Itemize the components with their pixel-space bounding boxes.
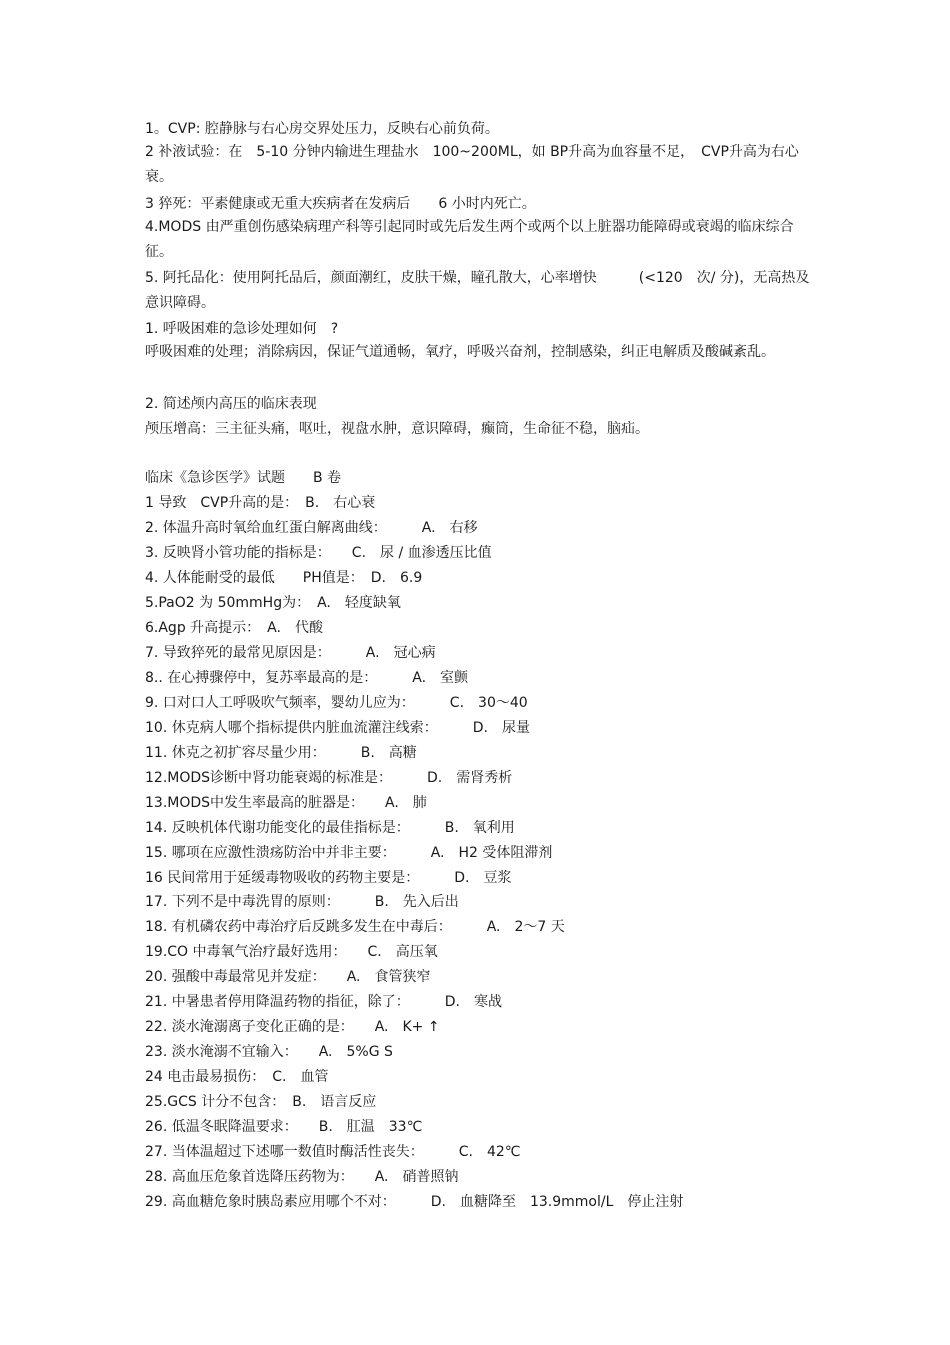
- exam-item: 17. 下列不是中毒洗胃的原则： B. 先入后出: [145, 894, 459, 910]
- exam-item: 23. 淡水淹溺不宜输入： A. 5%G S: [145, 1044, 393, 1060]
- exam-item: 11. 休克之初扩容尽量少用： B. 高糖: [145, 745, 417, 761]
- exam-item: 12.MODS诊断中肾功能衰竭的标准是： D. 需肾秀析: [145, 770, 513, 786]
- exam-item: 25.GCS 计分不包含： B. 语言反应: [145, 1094, 377, 1110]
- definition-atropinization: 5. 阿托品化：使用阿托品后，颜面潮红，皮肤干燥，瞳孔散大，心率增快 (<120 次/ 分)，无高热及意识障碍。: [145, 270, 810, 311]
- definition-fluid-challenge: 2 补液试验：在 5-10 分钟内输进生理盐水 100~200ML，如 BP升高为血容量不足， CVP升高为右心衰。: [145, 144, 799, 185]
- exam-item: 7. 导致猝死的最常见原因是： A. 冠心病: [145, 645, 436, 661]
- exam-item: 10. 休克病人哪个指标提供内脏血流灌注线索： D. 尿量: [145, 720, 530, 736]
- exam-item: 28. 高血压危象首选降压药物为： A. 硝普照钠: [145, 1169, 459, 1185]
- exam-item: 15. 哪项在应激性溃疡防治中并非主要： A. H2 受体阻滞剂: [145, 845, 553, 861]
- exam-item: 19.CO 中毒氧气治疗最好选用： C. 高压氧: [145, 944, 438, 960]
- exam-item: 3. 反映肾小管功能的指标是： C. 尿 / 血渗透压比值: [145, 545, 492, 561]
- exam-item: 22. 淡水淹溺离子变化正确的是： A. K+ ↑: [145, 1019, 440, 1035]
- exam-item: 1 导致 CVP升高的是： B. 右心衰: [145, 495, 376, 511]
- definition-cvp: 1。CVP: 腔静脉与右心房交界处压力，反映右心前负荷。: [145, 121, 499, 137]
- exam-item: 6.Agp 升高提示： A. 代酸: [145, 620, 323, 636]
- exam-item: 8.. 在心搏骤停中，复苏率最高的是： A. 室颤: [145, 670, 469, 686]
- answer-intracranial-pressure: 颅压增高：三主征头痛，呕吐，视盘水肿，意识障碍，癫筒，生命征不稳，脑疝。: [145, 421, 649, 437]
- exam-item: 27. 当体温超过下述哪一数值时酶活性丧失： C. 42℃: [145, 1144, 521, 1160]
- exam-item: 21. 中暑患者停用降温药物的指征，除了： D. 寒战: [145, 994, 502, 1010]
- exam-item: 20. 强酸中毒最常见并发症： A. 食管狭窄: [145, 969, 431, 985]
- exam-section-title: 临床《急诊医学》试题 B 卷: [145, 470, 342, 486]
- exam-item: 4. 人体能耐受的最低 PH值是： D. 6.9: [145, 570, 423, 586]
- exam-item: 14. 反映机体代谢功能变化的最佳指标是： B. 氧利用: [145, 820, 515, 836]
- exam-item: 13.MODS中发生率最高的脏器是： A. 肺: [145, 795, 427, 811]
- exam-item: 5.PaO2 为 50mmHg为： A. 轻度缺氧: [145, 595, 401, 611]
- exam-item: 9. 口对口人工呼吸吹气频率，婴幼儿应为： C. 30～40: [145, 695, 528, 711]
- definition-sudden-death: 3 猝死：平素健康或无重大疾病者在发病后 6 小时内死亡。: [145, 196, 536, 212]
- answer-dyspnea: 呼吸困难的处理；消除病因，保证气道通畅，氧疗，呼吸兴奋剂，控制感染，纠正电解质及酸碱紊乱。: [145, 344, 775, 360]
- question-intracranial-pressure: 2. 简述颅内高压的临床表现: [145, 396, 317, 412]
- exam-item: 2. 体温升高时氧给血红蛋白解离曲线： A. 右移: [145, 520, 478, 536]
- definition-mods: 4.MODS 由严重创伤感染病理产科等引起同时或先后发生两个或两个以上脏器功能障碍或衰竭的临床综合征。: [145, 219, 794, 260]
- question-dyspnea: 1. 呼吸困难的急诊处理如何 ?: [145, 321, 339, 337]
- exam-item: 29. 高血糖危象时胰岛素应用哪个不对： D. 血糖降至 13.9mmol/L 停止注射: [145, 1194, 684, 1210]
- exam-item: 24 电击最易损伤： C. 血管: [145, 1069, 329, 1085]
- exam-item: 16 民间常用于延缓毒物吸收的药物主要是： D. 豆浆: [145, 870, 512, 886]
- exam-item: 26. 低温冬眠降温要求： B. 肛温 33℃: [145, 1119, 423, 1135]
- exam-item: 18. 有机磷农药中毒治疗后反跳多发生在中毒后： A. 2～7 天: [145, 919, 565, 935]
